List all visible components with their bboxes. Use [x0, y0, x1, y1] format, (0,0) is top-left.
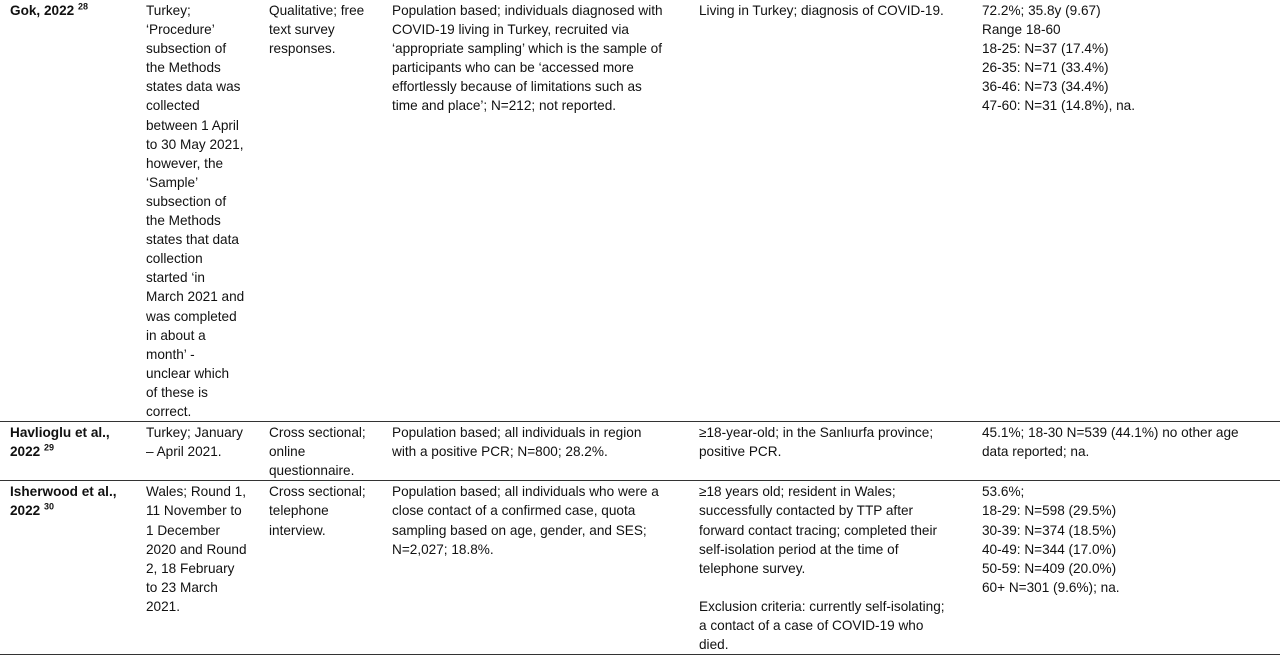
setting-cell-line: unclear which: [146, 365, 230, 381]
demographics-cell-line: 30-39: N=374 (18.5%): [982, 522, 1117, 538]
setting-cell-line: however, the: [146, 155, 224, 171]
sampling-cell-line: ‘appropriate sampling’ which is the sample of: [392, 41, 662, 57]
design-cell-line: Cross sectional;: [269, 425, 366, 441]
reference-number: 28: [78, 1, 89, 12]
setting-cell-line: – April 2021.: [146, 444, 222, 460]
demographics-cell-line: Range 18-60: [982, 22, 1061, 38]
setting-cell-line: March 2021 and: [146, 289, 245, 305]
design-cell: [259, 422, 382, 481]
setting-cell-line: to 23 March: [146, 579, 218, 595]
setting-cell-line: the Methods: [146, 60, 221, 76]
demographics-cell: [972, 422, 1280, 481]
sampling-cell-line: close contact of a confirmed case, quota: [392, 503, 636, 519]
sampling-cell: [382, 481, 689, 655]
setting-cell-line: 2021.: [146, 598, 181, 614]
exclusion-criteria-line: Exclusion criteria: currently self-isolating;: [699, 598, 945, 614]
setting-cell-line: ‘Sample’: [146, 174, 199, 190]
criteria-cell: [689, 0, 972, 422]
setting-cell-line: states that data: [146, 232, 239, 248]
setting-cell-line: 1 December: [146, 522, 221, 538]
sampling-cell-line: N=2,027; 18.8%.: [392, 541, 494, 557]
setting-cell-line: the Methods: [146, 213, 221, 229]
demographics-cell-line: 50-59: N=409 (20.0%): [982, 560, 1117, 576]
sampling-cell: [382, 422, 689, 481]
setting-cell-line: correct.: [146, 403, 192, 419]
design-cell-line: responses.: [269, 41, 336, 57]
study-cell: [0, 481, 136, 655]
reference-number: 30: [44, 501, 55, 512]
paragraph-gap: [699, 578, 968, 597]
design-cell-line: online: [269, 444, 306, 460]
demographics-cell-line: 47-60: N=31 (14.8%), na.: [982, 98, 1136, 114]
setting-cell-line: was completed: [146, 308, 237, 324]
setting-cell-line: of these is: [146, 384, 208, 400]
criteria-cell-line: positive PCR.: [699, 444, 782, 460]
criteria-cell-line: telephone survey.: [699, 560, 806, 576]
criteria-cell-line: ≥18-year-old; in the Sanlıurfa province;: [699, 425, 934, 441]
demographics-cell-line: 18-25: N=37 (17.4%): [982, 41, 1109, 57]
setting-cell-line: subsection of: [146, 41, 227, 57]
sampling-cell-line: with a positive PCR; N=800; 28.2%.: [392, 444, 608, 460]
demographics-cell-line: 26-35: N=71 (33.4%): [982, 60, 1109, 76]
setting-cell-line: 2020 and Round: [146, 541, 247, 557]
demographics-cell-line: 53.6%;: [982, 484, 1025, 500]
design-cell-line: Qualitative; free: [269, 3, 365, 18]
setting-cell-line: subsection of: [146, 193, 227, 209]
sampling-cell-line: Population based; all individuals in region: [392, 425, 642, 441]
demographics-cell: [972, 481, 1280, 655]
study-name: Havlioglu et al., 2022: [10, 425, 110, 460]
havlioglu-2022-row: [0, 422, 1280, 481]
demographics-cell-line: 60+ N=301 (9.6%); na.: [982, 579, 1120, 595]
sampling-cell-line: Population based; all individuals who were a: [392, 484, 659, 500]
setting-cell-line: month’ -: [146, 346, 195, 362]
setting-cell-line: Wales; Round 1,: [146, 484, 246, 500]
sampling-cell-line: Population based; individuals diagnosed with: [392, 3, 663, 18]
sampling-cell-line: participants who can be ‘accessed more: [392, 60, 634, 76]
reference-number: 29: [44, 442, 55, 453]
design-cell-line: text survey: [269, 22, 335, 38]
sampling-cell: [382, 0, 689, 422]
setting-cell-line: in about a: [146, 327, 206, 343]
sampling-cell-line: sampling based on age, gender, and SES;: [392, 522, 647, 538]
criteria-cell-line: self-isolation period at the time of: [699, 541, 899, 557]
setting-cell-line: states data was: [146, 79, 241, 95]
demographics-cell-line: data reported; na.: [982, 444, 1090, 460]
setting-cell: [136, 422, 259, 481]
setting-cell: [136, 481, 259, 655]
demographics-cell-line: 40-49: N=344 (17.0%): [982, 541, 1117, 557]
study-name: Isherwood et al., 2022: [10, 484, 117, 519]
setting-cell: [136, 0, 259, 422]
study-cell: [0, 422, 136, 481]
setting-cell-line: Turkey; January: [146, 425, 243, 441]
setting-cell-line: between 1 April: [146, 117, 239, 133]
setting-cell-line: ‘Procedure’: [146, 22, 215, 38]
sampling-cell-line: COVID-19 living in Turkey, recruited via: [392, 22, 629, 38]
isherwood-2022-row: [0, 481, 1280, 655]
design-cell: [259, 0, 382, 422]
setting-cell-line: started ‘in: [146, 270, 205, 286]
criteria-cell: [689, 422, 972, 481]
demographics-cell-line: 18-29: N=598 (29.5%): [982, 503, 1117, 519]
criteria-cell-line: forward contact tracing; completed their: [699, 522, 938, 538]
criteria-cell-line: ≥18 years old; resident in Wales;: [699, 484, 896, 500]
setting-cell-line: 2, 18 February: [146, 560, 235, 576]
setting-cell-line: 11 November to: [146, 503, 242, 519]
exclusion-criteria-line: a contact of a case of COVID-19 who: [699, 617, 924, 633]
design-cell-line: telephone: [269, 503, 329, 519]
criteria-cell-line: Living in Turkey; diagnosis of COVID-19.: [699, 3, 944, 18]
design-cell-line: Cross sectional;: [269, 484, 366, 500]
demographics-cell: [972, 0, 1280, 422]
demographics-cell-line: 72.2%; 35.8y (9.67): [982, 3, 1101, 18]
setting-cell-line: collection: [146, 251, 203, 267]
design-cell-line: interview.: [269, 522, 326, 538]
setting-cell-line: collected: [146, 98, 200, 114]
sampling-cell-line: time and place’; N=212; not reported.: [392, 98, 617, 114]
criteria-cell-line: successfully contacted by TTP after: [699, 503, 914, 519]
sampling-cell-line: effortlessly because of limitations such as: [392, 79, 642, 95]
criteria-cell: [689, 481, 972, 655]
study-cell: [0, 0, 136, 422]
study-name: Gok, 2022: [10, 3, 75, 18]
design-cell: [259, 481, 382, 655]
demographics-cell-line: 36-46: N=73 (34.4%): [982, 79, 1109, 95]
setting-cell-line: to 30 May 2021,: [146, 136, 244, 152]
setting-cell-line: Turkey;: [146, 3, 191, 18]
exclusion-criteria-line: died.: [699, 637, 729, 652]
demographics-cell-line: 45.1%; 18-30 N=539 (44.1%) no other age: [982, 425, 1239, 441]
design-cell-line: questionnaire.: [269, 463, 355, 479]
